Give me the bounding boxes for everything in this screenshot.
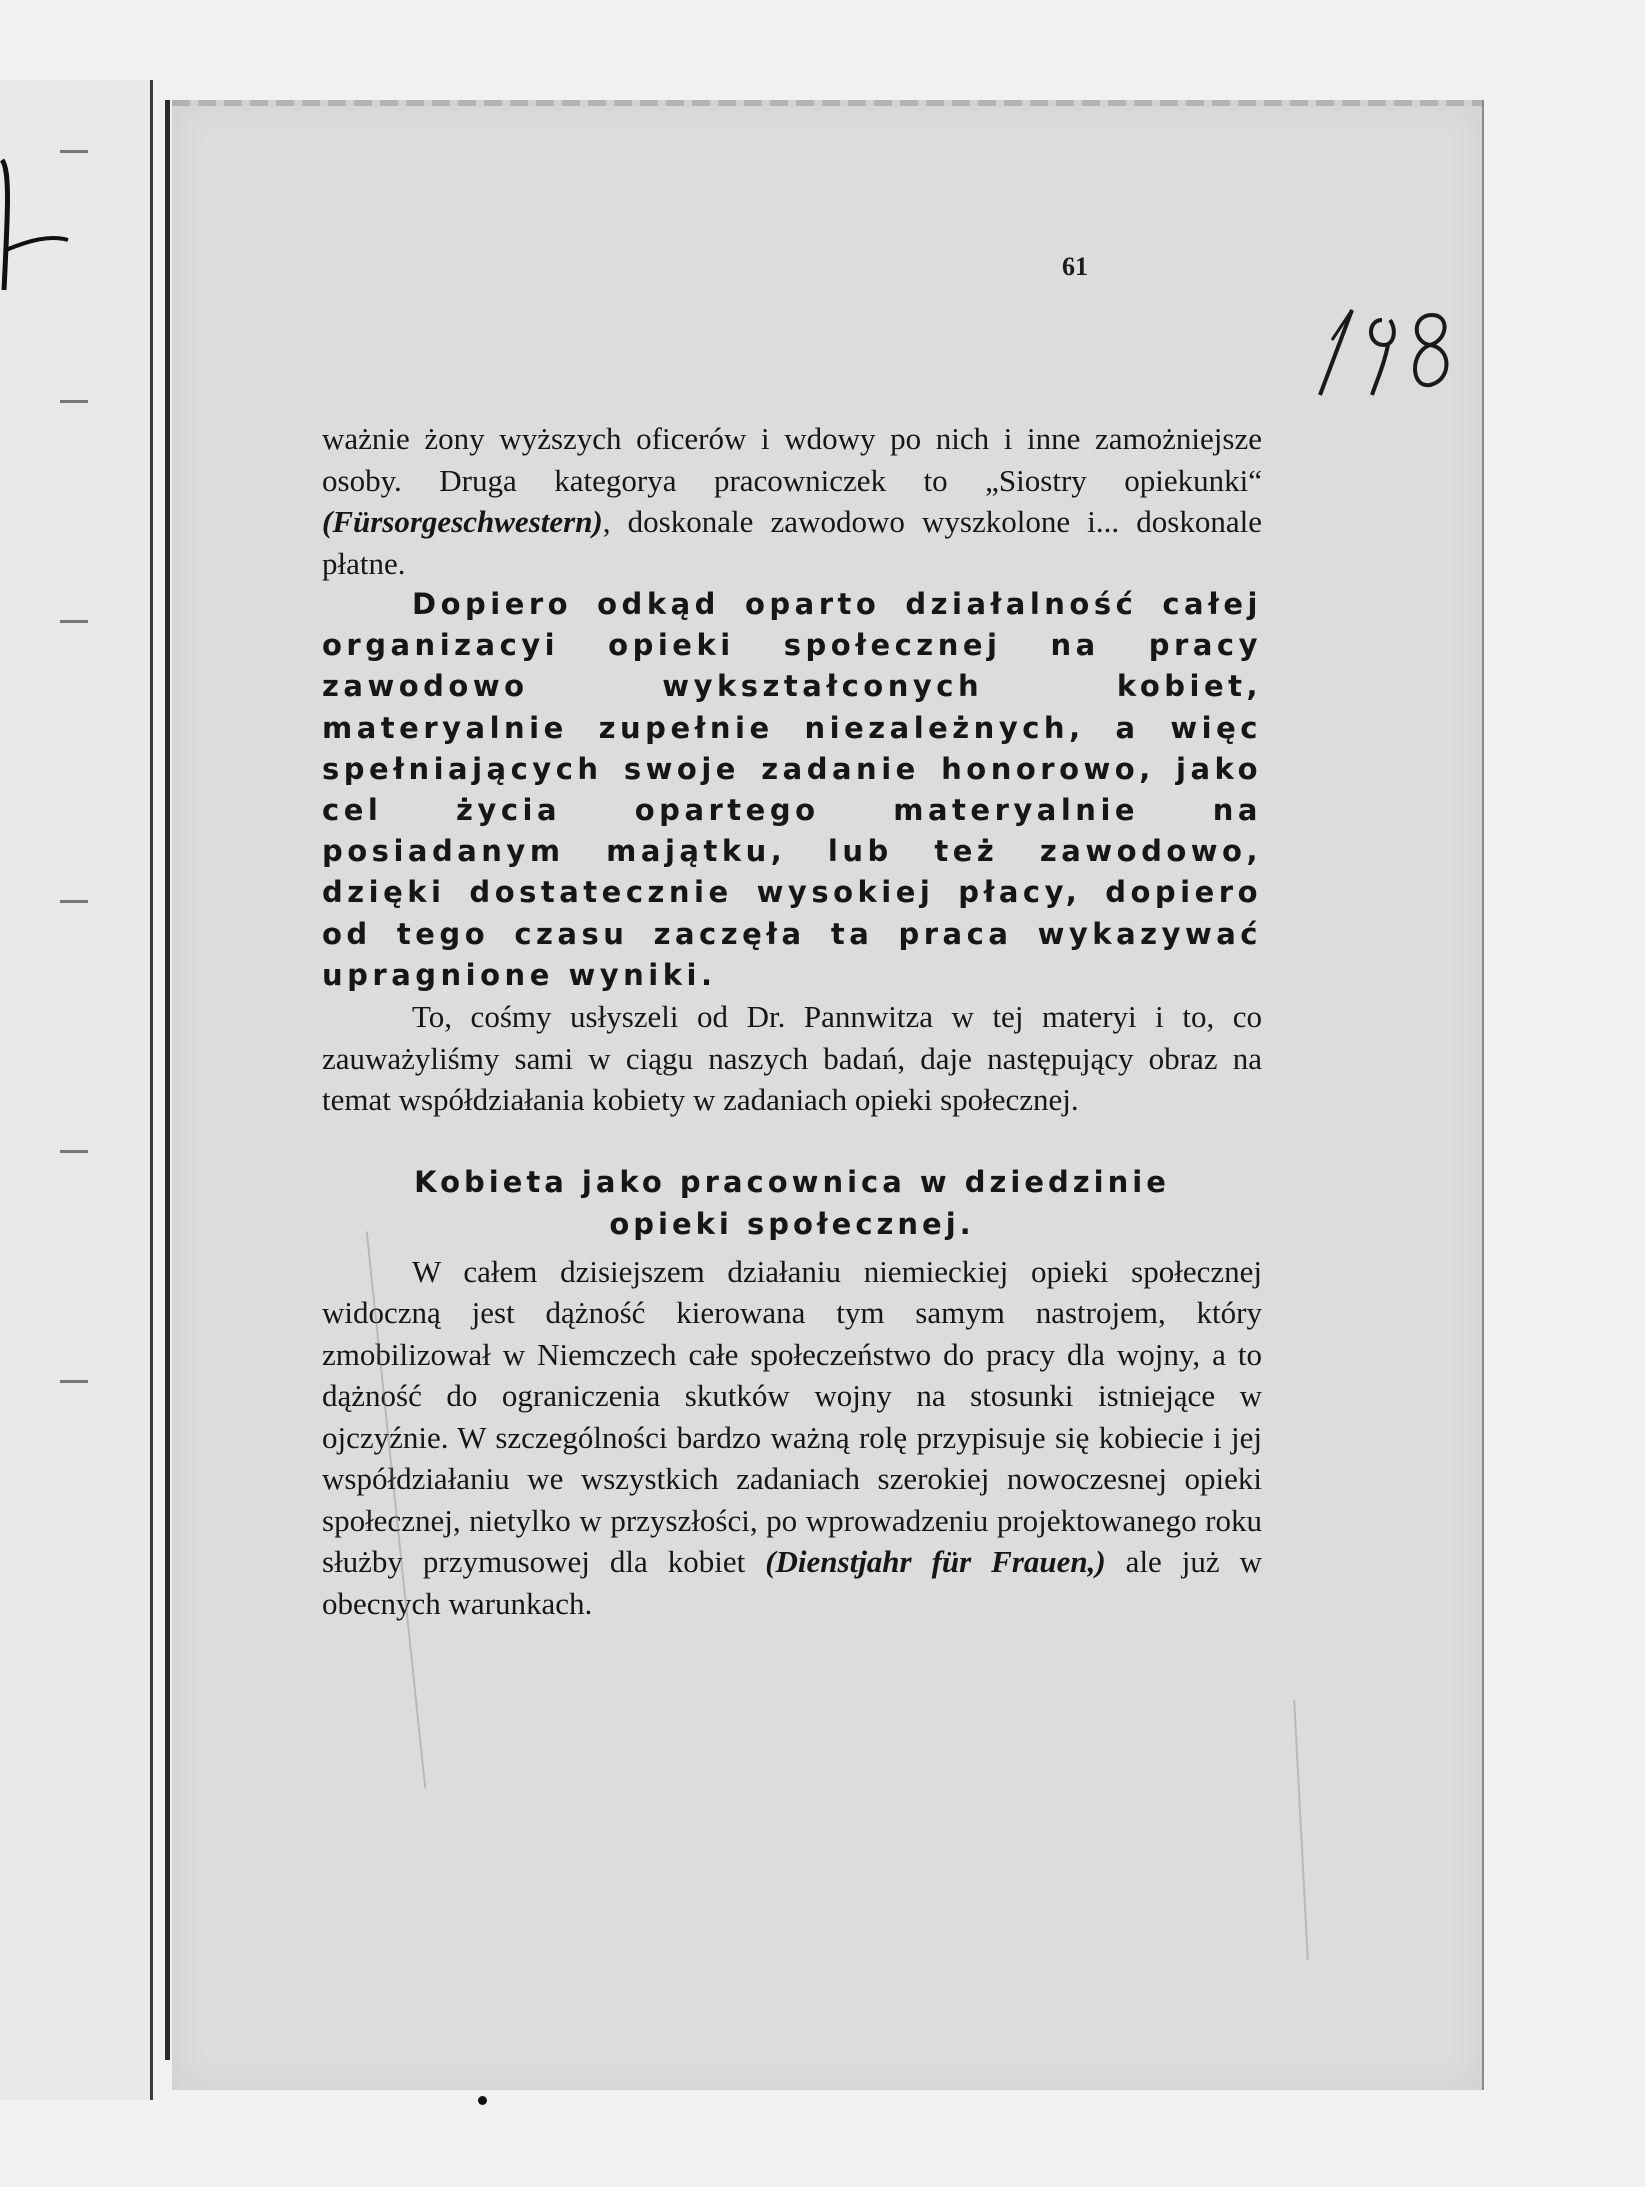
- paragraph-1: [322, 418, 1262, 584]
- paragraph-1-text-a: ważnie żony wyższych oficerów i wdowy po nich i inne zamożniejsze osoby. Druga kategorya pracowniczek to „Siostry opiekunki“: [322, 421, 1262, 498]
- page-top-edge: [172, 100, 1482, 106]
- section-heading-line-2: opieki społecznej.: [609, 1206, 975, 1241]
- left-handwritten-mark: [0, 150, 70, 300]
- page-number: 61: [1062, 252, 1088, 281]
- paragraph-4-text-b: ale już w obecnych warunkach.: [322, 1544, 1263, 1621]
- film-speck: [478, 2096, 487, 2105]
- section-heading-line-1: Kobieta jako pracownica w dziedzinie: [414, 1164, 1170, 1199]
- body-text: [322, 418, 1262, 1624]
- paragraph-2: Dopiero odkąd oparto działalność całej organizacyi opieki społecznej na pracy zawodowo wykształconych kobiet, materyalnie zupełnie niezależnych, a więc spełniających swoje zadanie honorowo, jako cel życia opartego materyalnie na posiadanym majątku, lub też zawodowo, dzięki dostatecznie wysokiej płacy, dopiero od tego czasu zaczęła ta praca wykazywać upragnione wyniki.: [322, 587, 1262, 992]
- paragraph-4-text-a: W całem dzisiejszem działaniu niemieckiej opieki społecznej widoczną jest dążność kierowana tym samym nastrojem, który zmobilizował w Niemczech całe społeczeństwo do pracy dla wojny, a to dążność do ograniczenia skutków wojny na stosunki istniejące w ojczyźnie. W szczególności bardzo ważną rolę przypisuje się kobiecie i jej współdziałaniu we wszystkich zadaniach szerokiej nowoczesnej opieki społecznej, nietylko w przyszłości, po wprowadzeniu projektowanego roku służby przymusowej dla kobiet: [322, 1253, 1262, 1580]
- left-page-edge: [0, 80, 153, 2100]
- paragraph-4: [322, 1251, 1262, 1625]
- handwritten-folio-198: [1312, 300, 1472, 410]
- handwritten-folio-glyphs: [1312, 300, 1472, 410]
- paragraph-1-text-b: , doskonale zawodowo wyszkolone i... doskonale płatne.: [322, 504, 1262, 581]
- paragraph-1-italic: (Fürsorgeschwestern): [322, 504, 603, 539]
- binding-divider: [165, 100, 170, 2060]
- paragraph-3: To, cośmy usłyszeli od Dr. Pannwitza w tej materyi i to, co zauważyliśmy sami w ciągu naszych badań, daje następujący obraz na temat współdziałania kobiety w zadaniach opieki społecznej.: [322, 999, 1262, 1118]
- section-heading: [322, 1161, 1262, 1245]
- paragraph-4-italic: (Dienstjahr für Frauen,): [765, 1544, 1106, 1580]
